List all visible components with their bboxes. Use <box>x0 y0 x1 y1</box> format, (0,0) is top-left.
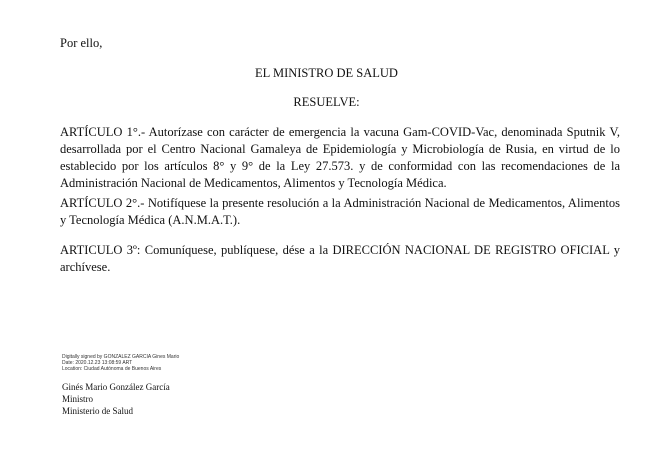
signer-name: Ginés Mario González García <box>62 382 170 392</box>
signer-office: Ministerio de Salud <box>62 406 133 416</box>
article-1-text: Autorízase con carácter de emergencia la vacuna Gam-COVID-Vac, denominada Sputnik V, desarrollada por el Centro Nacional Gamaleya de Epidemiología y Microbiología de Rusia, en virtud de lo establecido por los artículos 8° y 9° de la Ley 27.573. y de conformidad con las recomendaciones de la Administración Nacional de Medicamentos, Alimentos y Tecnología Médica. <box>60 125 621 190</box>
article-3 <box>60 242 620 276</box>
article-2 <box>60 195 620 229</box>
article-2-text: Notifíquese la presente resolución a la Administración Nacional de Medicamentos, Alimentos y Tecnología Médica (A.N.M.A.T.). <box>60 196 620 227</box>
digital-signature-location: Location: Ciudad Autónoma de Buenos Aires <box>62 366 162 372</box>
article-2-label: ARTÍCULO 2°.- <box>60 196 145 210</box>
article-3-text: Comuníquese, publíquese, dése a la DIRECCIÓN NACIONAL DE REGISTRO OFICIAL y archívese. <box>60 243 620 274</box>
digital-signature-block <box>62 354 179 372</box>
article-3-label: ARTICULO 3º: <box>60 243 141 257</box>
signer-block <box>62 381 170 417</box>
resolve-heading: RESUELVE: <box>293 95 360 109</box>
article-1-label: ARTÍCULO 1°.- <box>60 125 146 139</box>
minister-heading: EL MINISTRO DE SALUD <box>255 66 398 80</box>
article-1 <box>60 124 620 192</box>
digital-signature-signed-by: Digitally signed by GONZALEZ GARCIA Gines Mario <box>62 354 180 360</box>
digital-signature-date: Date: 2020.12.23 13:08:59 ART <box>62 360 133 366</box>
intro-text: Por ello, <box>60 36 103 50</box>
signer-role: Ministro <box>62 394 94 404</box>
